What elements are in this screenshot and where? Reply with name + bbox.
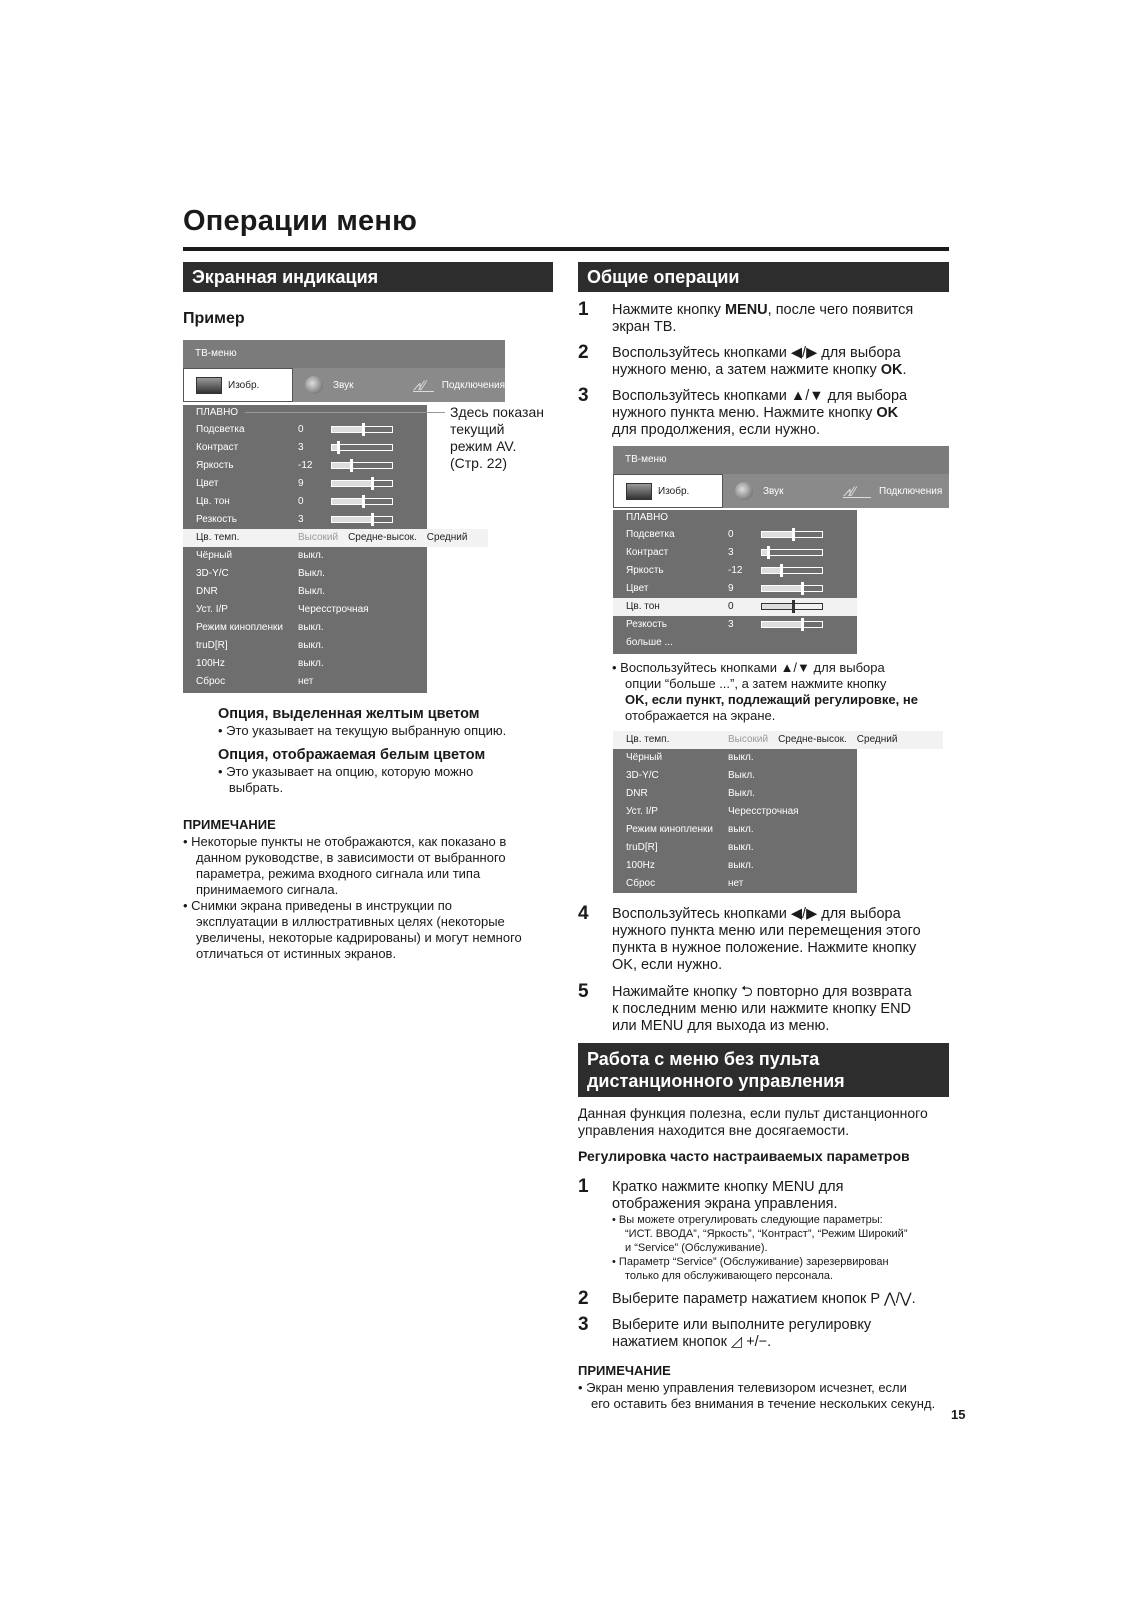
setting-value: Выкл.	[728, 788, 755, 799]
slider-row[interactable]	[183, 439, 427, 457]
section-title-onscreen: Экранная индикация	[183, 262, 553, 292]
menu-tabs	[613, 474, 949, 508]
slider-value: 3	[728, 547, 734, 558]
setting-value: нет	[298, 676, 314, 687]
slider-fill	[762, 568, 780, 573]
slider-value: 0	[728, 529, 734, 540]
slider-knob[interactable]	[780, 564, 783, 577]
slider-row[interactable]	[613, 526, 857, 544]
slider-row[interactable]	[613, 616, 857, 634]
slider-track[interactable]	[331, 462, 393, 469]
no-remote-intro: Данная функция полезна, если пульт дистанционного управления находится вне досягаемости.	[578, 1105, 928, 1138]
slider-track[interactable]	[761, 567, 823, 574]
setting-label: Режим кинопленки	[626, 824, 713, 835]
setting-row[interactable]	[613, 875, 857, 893]
setting-value: выкл.	[728, 842, 754, 853]
slider-fill	[332, 427, 362, 432]
step-3-number: 3	[578, 385, 589, 406]
slider-fill	[762, 622, 801, 627]
setting-label: 3D-Y/C	[626, 770, 659, 781]
slider-track[interactable]	[761, 531, 823, 538]
slider-knob[interactable]	[792, 528, 795, 541]
slider-row[interactable]	[183, 421, 427, 439]
section-title-general: Общие операции	[578, 262, 949, 292]
slider-track[interactable]	[761, 549, 823, 556]
slider-label: Контраст	[626, 547, 669, 558]
step-1-number: 1	[578, 299, 589, 320]
step-4-text: Воспользуйтесь кнопками ◀/▶ для выбора нужного пункта меню или перемещения этого пункта в нужное положение. Нажмите кнопку OK, если нужно.	[612, 906, 921, 973]
subhead-common-params: Регулировка часто настраиваемых параметров	[578, 1148, 910, 1164]
tab-sound[interactable]: Звук	[293, 368, 401, 402]
setting-row[interactable]	[183, 601, 427, 619]
slider-value: 3	[298, 514, 304, 525]
setting-label: 100Hz	[196, 658, 225, 669]
slider-fill	[332, 499, 362, 504]
slider-label: Подсветка	[626, 529, 675, 540]
setting-row[interactable]	[183, 547, 427, 565]
step-1-text: Нажмите кнопку MENU, после чего появится экран ТВ.	[612, 302, 914, 335]
step-2-number: 2	[578, 342, 589, 363]
slider-row[interactable]	[183, 475, 427, 493]
setting-label: Уст. I/P	[196, 604, 228, 615]
slider-value: 9	[298, 478, 304, 489]
tv-menu-example	[183, 340, 505, 402]
menu-list-right-2	[613, 731, 898, 893]
tab-picture[interactable]: Изобр.	[613, 474, 723, 508]
right-note: • Экран меню управления телевизором исчезнет, если его оставить без внимания в течение нескольких секунд.	[578, 1380, 936, 1411]
slider-value: 0	[298, 496, 304, 507]
av-mode-callout: Здесь показан текущий режим AV. (Стр. 22)	[450, 404, 544, 471]
connection-icon: ⩘⁄⁄	[413, 378, 434, 392]
slider-fill	[762, 604, 792, 609]
setting-value: выкл.	[298, 658, 324, 669]
slider-knob[interactable]	[767, 546, 770, 559]
menu-list-left	[183, 405, 468, 693]
setting-row[interactable]	[613, 857, 857, 875]
setting-row[interactable]	[613, 839, 857, 857]
slider-track[interactable]	[331, 480, 393, 487]
setting-label: Уст. I/P	[626, 806, 658, 817]
slider-track[interactable]	[331, 498, 393, 505]
slider-label: Резкость	[196, 514, 237, 525]
slider-label: Яркость	[196, 460, 234, 471]
slider-track[interactable]	[761, 621, 823, 628]
setting-label: Чёрный	[626, 752, 663, 763]
slider-label: Резкость	[626, 619, 667, 630]
more-hint: • Воспользуйтесь кнопками ▲/▼ для выбора опции “больше ...”, а затем нажмите кнопку OK, если пункт, подлежащий регулировке, не отображается на экране.	[612, 660, 918, 723]
slider-knob[interactable]	[371, 477, 374, 490]
setting-value: выкл.	[298, 622, 324, 633]
setting-value: выкл.	[728, 860, 754, 871]
slider-row[interactable]	[183, 493, 427, 511]
step-5-text: Нажимайте кнопку ⮌ повторно для возврата к последним меню или нажмите кнопку END или MENU для выхода из меню.	[612, 984, 912, 1034]
setting-row[interactable]	[183, 619, 427, 637]
step3-1-bullets: • Вы можете отрегулировать следующие параметры: “ИСТ. ВВОДА”, “Яркость”, “Контраст”, “Режим Широкий” и “Service” (Обслуживание). • Параметр “Service” (Обслуживание) зарезервирован только для обслуживающего персонала.	[612, 1214, 908, 1282]
setting-value: выкл.	[728, 752, 754, 763]
section-title-no-remote: Работа с меню без пульта дистанционного управления	[578, 1043, 949, 1097]
setting-row[interactable]	[183, 673, 427, 691]
slider-row[interactable]	[613, 562, 857, 580]
setting-value: нет	[728, 878, 744, 889]
slider-knob[interactable]	[371, 513, 374, 526]
slider-knob[interactable]	[350, 459, 353, 472]
slider-row[interactable]	[613, 598, 857, 616]
tv-menu-step3	[613, 446, 949, 508]
legend-yellow-text: • Это указывает на текущую выбранную опцию.	[218, 723, 507, 738]
slider-value: -12	[728, 565, 743, 576]
colortemp-row[interactable]: Цв. темп. Высокий Средне-высок. Средний	[613, 731, 943, 749]
menu-header: ТВ-меню	[613, 446, 949, 474]
setting-label: DNR	[196, 586, 218, 597]
slider-value: 3	[298, 442, 304, 453]
slider-label: Цв. тон	[196, 496, 230, 507]
slider-label: Контраст	[196, 442, 239, 453]
slider-fill	[332, 463, 350, 468]
setting-row[interactable]	[183, 637, 427, 655]
setting-row[interactable]	[613, 767, 857, 785]
slider-label: Подсветка	[196, 424, 245, 435]
step3-3-number: 3	[578, 1314, 589, 1335]
slider-row[interactable]	[613, 544, 857, 562]
setting-row[interactable]	[613, 749, 857, 767]
slider-knob[interactable]	[362, 423, 365, 436]
setting-value: выкл.	[298, 550, 324, 561]
slider-value: 0	[298, 424, 304, 435]
menu-tabs	[183, 368, 505, 402]
slider-knob[interactable]	[792, 600, 795, 613]
page-title: Операции меню	[183, 205, 418, 237]
left-note-title: ПРИМЕЧАНИЕ	[183, 817, 276, 832]
setting-row[interactable]	[613, 821, 857, 839]
setting-label: Сброс	[626, 878, 656, 889]
legend-white-title: Опция, отображаемая белым цветом	[218, 747, 486, 763]
setting-row[interactable]	[613, 803, 857, 821]
setting-label: truD[R]	[196, 640, 228, 651]
slider-track[interactable]	[761, 603, 823, 610]
legend-white-text: • Это указывает на опцию, которую можно выбрать.	[218, 764, 474, 795]
step3-1-number: 1	[578, 1176, 589, 1197]
step-2-text: Воспользуйтесь кнопками ◀/▶ для выбора нужного меню, а затем нажмите кнопку OK.	[612, 345, 907, 378]
step3-2-number: 2	[578, 1288, 589, 1309]
setting-row[interactable]	[183, 565, 427, 583]
connection-icon: ⩘⁄⁄	[843, 484, 871, 498]
slider-value: 0	[728, 601, 734, 612]
setting-row[interactable]	[183, 583, 427, 601]
speaker-icon	[305, 376, 323, 394]
mode-row: ПЛАВНО	[626, 512, 669, 523]
slider-label: Цв. тон	[626, 601, 660, 612]
example-label: Пример	[183, 310, 245, 327]
setting-value: Чересстрочная	[728, 806, 799, 817]
step3-3-text: Выберите или выполните регулировку нажатием кнопок ◿ +/−.	[612, 1317, 872, 1350]
slider-row[interactable]	[613, 580, 857, 598]
slider-fill	[762, 586, 801, 591]
setting-value: Выкл.	[298, 568, 325, 579]
left-note-1: • Некоторые пункты не отображаются, как показано в данном руководстве, в зависимости от выбранного параметра, режима входного сигнала или типа принимаемого сигнала. • Снимки экрана приведены в инструкции по эксплуатации в иллюстративных целях (некоторые увеличены, некоторые кадрированы) и могут немного отличаться от истинных экранов.	[183, 834, 522, 961]
slider-knob[interactable]	[337, 441, 340, 454]
tv-icon	[626, 483, 652, 500]
legend-yellow-title: Опция, выделенная желтым цветом	[218, 706, 480, 722]
slider-fill	[332, 517, 371, 522]
tab-connections[interactable]: ⩘⁄⁄ Подключения	[843, 483, 943, 499]
slider-fill	[762, 532, 792, 537]
tab-picture[interactable]: Изобр.	[183, 368, 293, 402]
setting-value: Чересстрочная	[298, 604, 369, 615]
setting-row[interactable]	[613, 785, 857, 803]
tab-connections[interactable]: ⩘⁄⁄ Подключения	[413, 377, 505, 393]
step-5-number: 5	[578, 981, 589, 1002]
setting-value: Выкл.	[298, 586, 325, 597]
menu-list-right	[613, 510, 857, 654]
tab-sound[interactable]: Звук	[723, 474, 831, 508]
slider-knob[interactable]	[801, 582, 804, 595]
setting-label: Чёрный	[196, 550, 233, 561]
setting-label: 100Hz	[626, 860, 655, 871]
setting-value: Выкл.	[728, 770, 755, 781]
slider-knob[interactable]	[362, 495, 365, 508]
tv-icon	[196, 377, 222, 394]
setting-label: DNR	[626, 788, 648, 799]
menu-header: ТВ-меню	[183, 340, 505, 368]
setting-label: 3D-Y/C	[196, 568, 229, 579]
slider-label: Цвет	[626, 583, 649, 594]
slider-track[interactable]	[331, 444, 393, 451]
slider-knob[interactable]	[801, 618, 804, 631]
colortemp-row[interactable]: Цв. темп. Высокий Средне-высок. Средний	[183, 529, 488, 547]
slider-track[interactable]	[761, 585, 823, 592]
step3-2-text: Выберите параметр нажатием кнопок P ⋀/⋁.	[612, 1291, 916, 1307]
slider-row[interactable]	[183, 457, 427, 475]
setting-label: Сброс	[196, 676, 226, 687]
slider-track[interactable]	[331, 516, 393, 523]
slider-label: Яркость	[626, 565, 664, 576]
slider-label: Цвет	[196, 478, 219, 489]
setting-label: Режим кинопленки	[196, 622, 283, 633]
right-note-title: ПРИМЕЧАНИЕ	[578, 1363, 671, 1378]
slider-value: 3	[728, 619, 734, 630]
step-3-text: Воспользуйтесь кнопками ▲/▼ для выбора нужного пункта меню. Нажмите кнопку OK для продолжения, если нужно.	[612, 388, 908, 438]
setting-value: выкл.	[298, 640, 324, 651]
callout-line	[245, 412, 445, 413]
title-rule	[183, 247, 949, 251]
speaker-icon	[735, 482, 753, 500]
mode-row: ПЛАВНО	[196, 407, 239, 418]
page-number: 15	[951, 1407, 966, 1422]
more-row[interactable]: больше ...	[626, 637, 673, 648]
setting-value: выкл.	[728, 824, 754, 835]
slider-value: 9	[728, 583, 734, 594]
slider-fill	[332, 481, 371, 486]
step3-1-text: Кратко нажмите кнопку MENU для отображения экрана управления.	[612, 1179, 844, 1212]
setting-label: truD[R]	[626, 842, 658, 853]
slider-row[interactable]	[183, 511, 427, 529]
slider-value: -12	[298, 460, 313, 471]
setting-row[interactable]	[183, 655, 427, 673]
slider-track[interactable]	[331, 426, 393, 433]
step-4-number: 4	[578, 903, 589, 924]
